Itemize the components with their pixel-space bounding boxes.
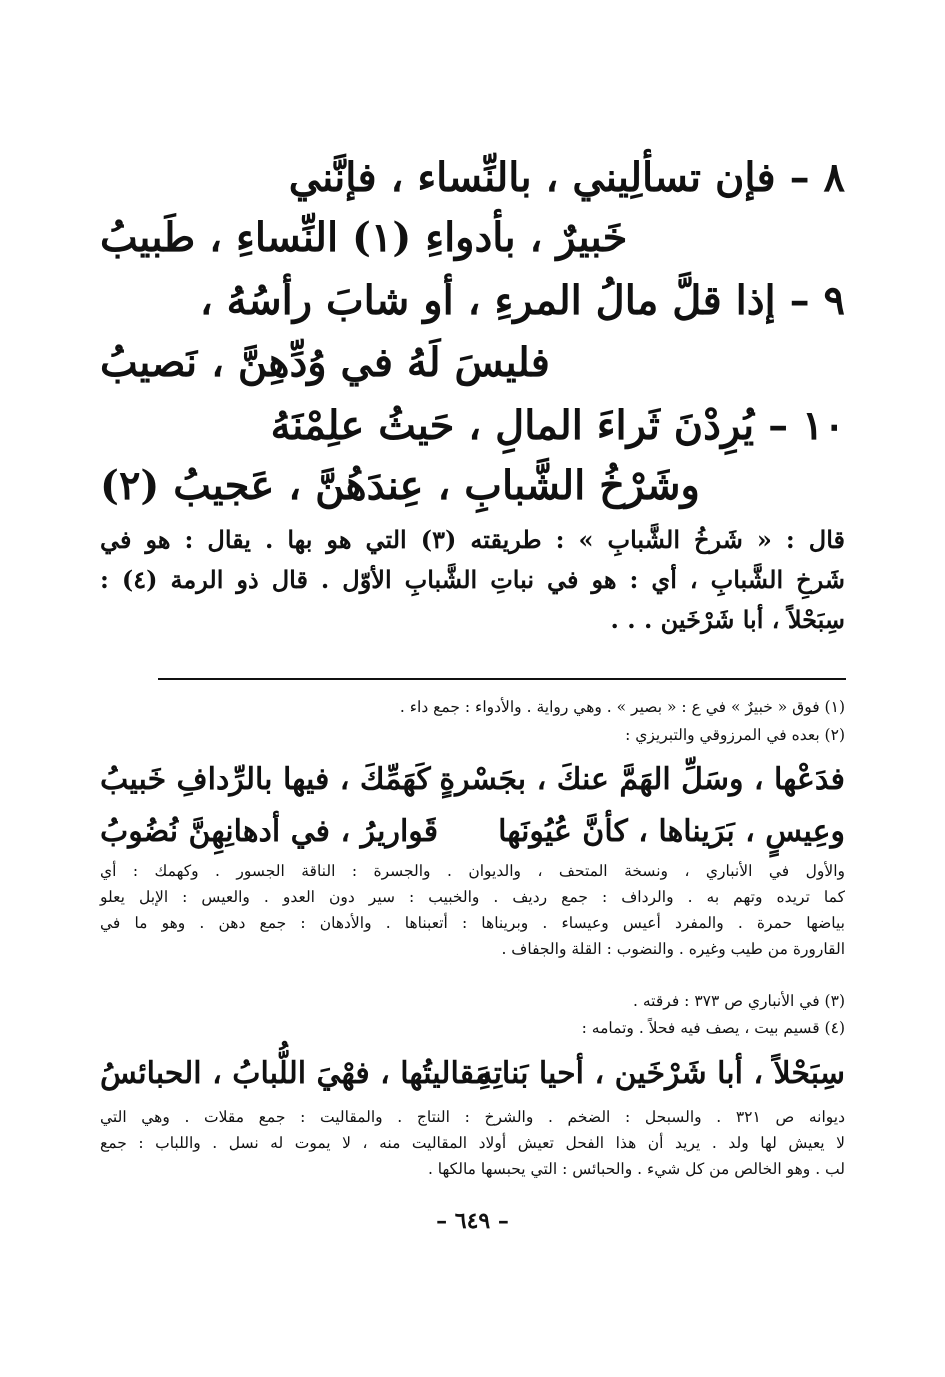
footnote-verse-first-hemistich: وعِيسٍ ، بَرَيناها ، كأنَّ عُيُونَها	[498, 814, 845, 849]
verse-8-second-hemistich: خَبيرٌ ، بأدواءِ (١) النِّساءِ ، طَبيبُ	[100, 214, 628, 261]
page-number: – ٦٤٩ –	[436, 1208, 509, 1234]
footnote-verse-first-hemistich: سِبَحْلاً ، أبا شَرْخَين ، أحيا بَناتِهِ	[477, 1056, 845, 1091]
footnote-verse-second-hemistich: مَقاليتُها ، فهْيَ اللُّبابُ ، الحبائسُ	[100, 1056, 491, 1091]
commentary-paragraph	[100, 520, 845, 640]
footnote-line: والأول في الأنباري ، ونسخة المتحف ، والديوان . والجسرة : الناقة الجسور . وكهمك : أي	[100, 862, 845, 880]
footnote-2-body	[100, 858, 845, 962]
footnote-1: (١) فوق « خبيرٌ » في ع : « بصير » . وهي رواية . والأدواء : جمع داء .	[399, 698, 845, 716]
footnote-2-verse-1	[100, 758, 845, 802]
verse-9-second-hemistich: فليسَ لَهُ في وُدِّهِنَّ ، نَصيبُ	[100, 339, 550, 386]
verse-10-second-hemistich: وشَرْخُ الشَّبابِ ، عِندَهُنَّ ، عَجيبُ (٢)	[100, 462, 700, 509]
verse-10-first-hemistich: ١٠ – يُرِدْنَ ثَراءَ المالِ ، حَيثُ علِمْنَهُ	[270, 402, 845, 449]
footnote-4-body	[100, 1104, 845, 1182]
commentary-line: سِبَحْلاً ، أبا شَرْخَين . . .	[610, 605, 845, 634]
commentary-line: قال : « شَرخُ الشَّبابِ » : طريقته (٣) التي هو بها . يقال : هو في	[100, 525, 845, 554]
footnote-3: (٣) في الأنباري ص ٣٧٣ : فرقته .	[633, 992, 845, 1010]
footnote-verse-first-hemistich: فدَعْها ، وسَلِّ الهَمَّ عنكَ ، بجَسْرةٍ	[439, 762, 845, 797]
footnote-2-verse-2	[100, 810, 845, 854]
footnote-line: ديوانه ص ٣٢١ . والسبحل : الضخم . والشرخ : النتاج . والمقاليت : جمع مقلات . وهي التي	[100, 1108, 845, 1126]
footnote-verse-second-hemistich: قَواريرُ ، في أدهانِهِنَّ نُضُوبُ	[100, 814, 439, 849]
footnote-2: (٢) بعده في المرزوقي والتبريزي :	[625, 726, 845, 744]
footnote-separator	[158, 678, 846, 680]
footnote-line: لا يعيش لها ولد . يريد أن هذا الفحل تعيش أولاد المقاليت منه ، لا يموت له نسل . واللباب : جمع	[100, 1134, 845, 1152]
footnote-line: بياضها حمرة . والمفرد أعيس وعيساء . وبريناها : أتعبناها . والأدهان : جمع دهن . وهو ما في	[100, 914, 845, 932]
footnote-4: (٤) قسيم بيت ، يصف فيه فحلاً . وتمامه :	[581, 1019, 845, 1037]
footnote-line: لب . وهو الخالص من كل شيء . والحبائس : التي يحبسها مالكها .	[427, 1160, 845, 1178]
footnote-verse-second-hemistich: كَهَمِّكَ ، فيها بالرِّدافِ خَبيبُ	[100, 762, 431, 797]
footnote-line: كما تريده وتهم به . والرداف : جمع رديف . والخبيب : سير دون العدو . والعيس : الإبل يعلو	[100, 888, 845, 906]
footnote-line: القارورة من طيب وغيره . والنضوب : القلة والجفاف .	[501, 940, 845, 958]
verse-9-first-hemistich: ٩ – إذا قلَّ مالُ المرءِ ، أو شابَ رأسُهُ ،	[199, 277, 845, 324]
commentary-line: شَرخِ الشَّبابِ ، أي : هو في نباتِ الشَّبابِ الأوّل . قال ذو الرمة (٤) :	[100, 565, 845, 594]
footnote-4-verse	[100, 1052, 845, 1096]
verse-8-first-hemistich: ٨ – فإن تسألِيني ، بالنِّساء ، فإنَّني	[288, 154, 845, 201]
